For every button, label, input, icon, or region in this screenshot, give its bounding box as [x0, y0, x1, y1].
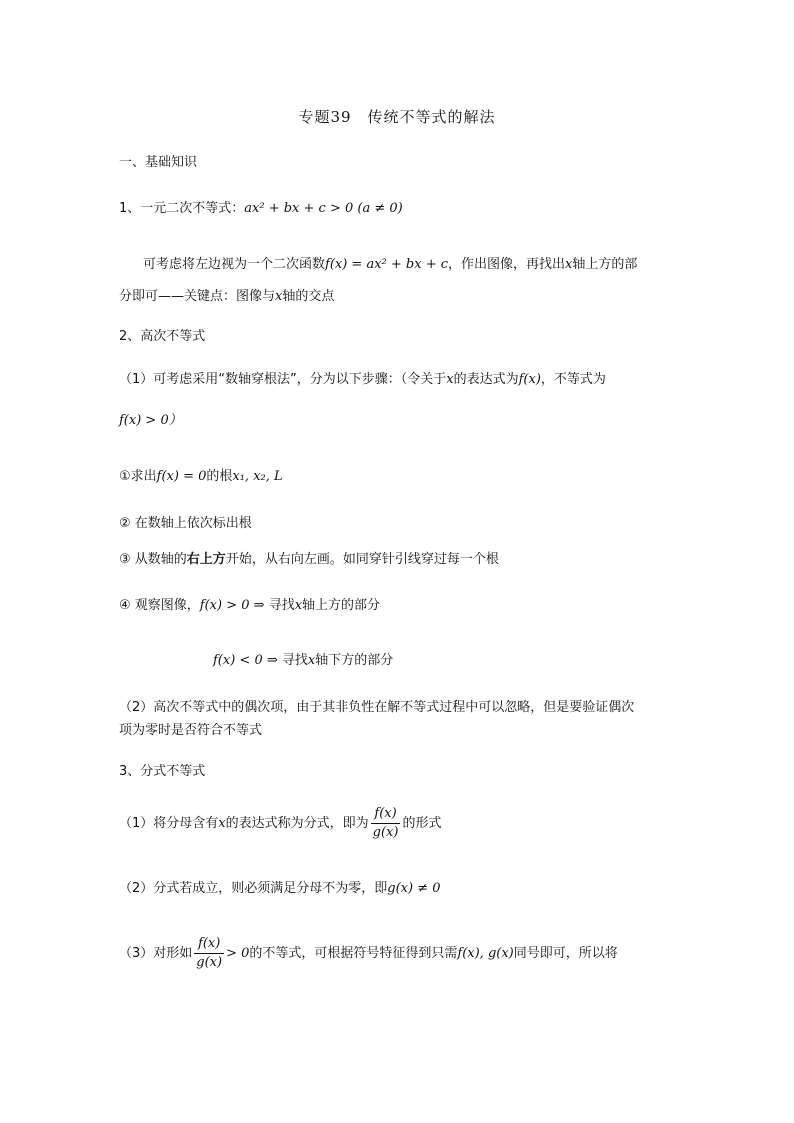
item2-p2-line1: （2）高次不等式中的偶次项，由于其非负性在解不等式过程中可以忽略，但是要验证偶次	[119, 700, 635, 715]
item1-heading	[119, 199, 403, 219]
item2-step3: ③ 从数轴的右上方开始，从右向左画。如同穿针引线穿过每一个根	[119, 552, 499, 567]
item1-desc-line2: 分即可——关键点：图像与x轴的交点	[119, 289, 335, 304]
item3-heading: 3、分式不等式	[119, 764, 206, 779]
fraction-f-over-g: $\frac{f(x)}{g(x)}$	[372, 806, 399, 840]
item1-label: 1、一元二次不等式：	[119, 201, 245, 216]
item2-heading: 2、高次不等式	[119, 329, 206, 344]
item2-p1-line1: （1）可考虑采用“数轴穿根法”，分为以下步骤：（令关于x的表达式为f(x)，不等式为	[119, 372, 606, 387]
item2-p1-line2: f(x) > 0）	[119, 413, 182, 428]
item1-desc-line1: 可考虑将左边视为一个二次函数f(x) = ax² + bx + c，作出图像，再找出x轴上方的部	[143, 257, 638, 272]
item2-p2-line2: 项为零时是否符合不等式	[119, 723, 263, 738]
page-title: 专题39 传统不等式的解法	[298, 108, 496, 126]
item3-p3: （3）对形如 $\frac{f(x)}{g(x)}$ > 0的不等式，可根据符号特征得到只需f(x), g(x)同号即可，所以将	[119, 936, 618, 970]
item3-p2: （2）分式若成立，则必须满足分母不为零，即g(x) ≠ 0	[119, 881, 441, 896]
item3-p1: （1）将分母含有x的表达式称为分式，即为 $\frac{f(x)}{g(x)}$ 的形式	[119, 806, 442, 840]
item2-step1: ①求出f(x) = 0的根x₁, x₂, L	[119, 469, 283, 484]
item1-inequality: ax² + bx + c > 0 (a ≠ 0)	[244, 201, 403, 216]
quadratic-function: f(x) = ax² + bx + c	[325, 257, 449, 272]
item2-step4: ④ 观察图像，f(x) > 0 ⇒ 寻找x轴上方的部分	[119, 598, 381, 613]
fraction-f-over-g-2: $\frac{f(x)}{g(x)}$	[196, 936, 223, 970]
section-heading-basics: 一、基础知识	[119, 155, 198, 170]
item2-step2: ② 在数轴上依次标出根	[119, 516, 252, 531]
item2-step4b: f(x) < 0 ⇒ 寻找x轴下方的部分	[213, 653, 394, 668]
